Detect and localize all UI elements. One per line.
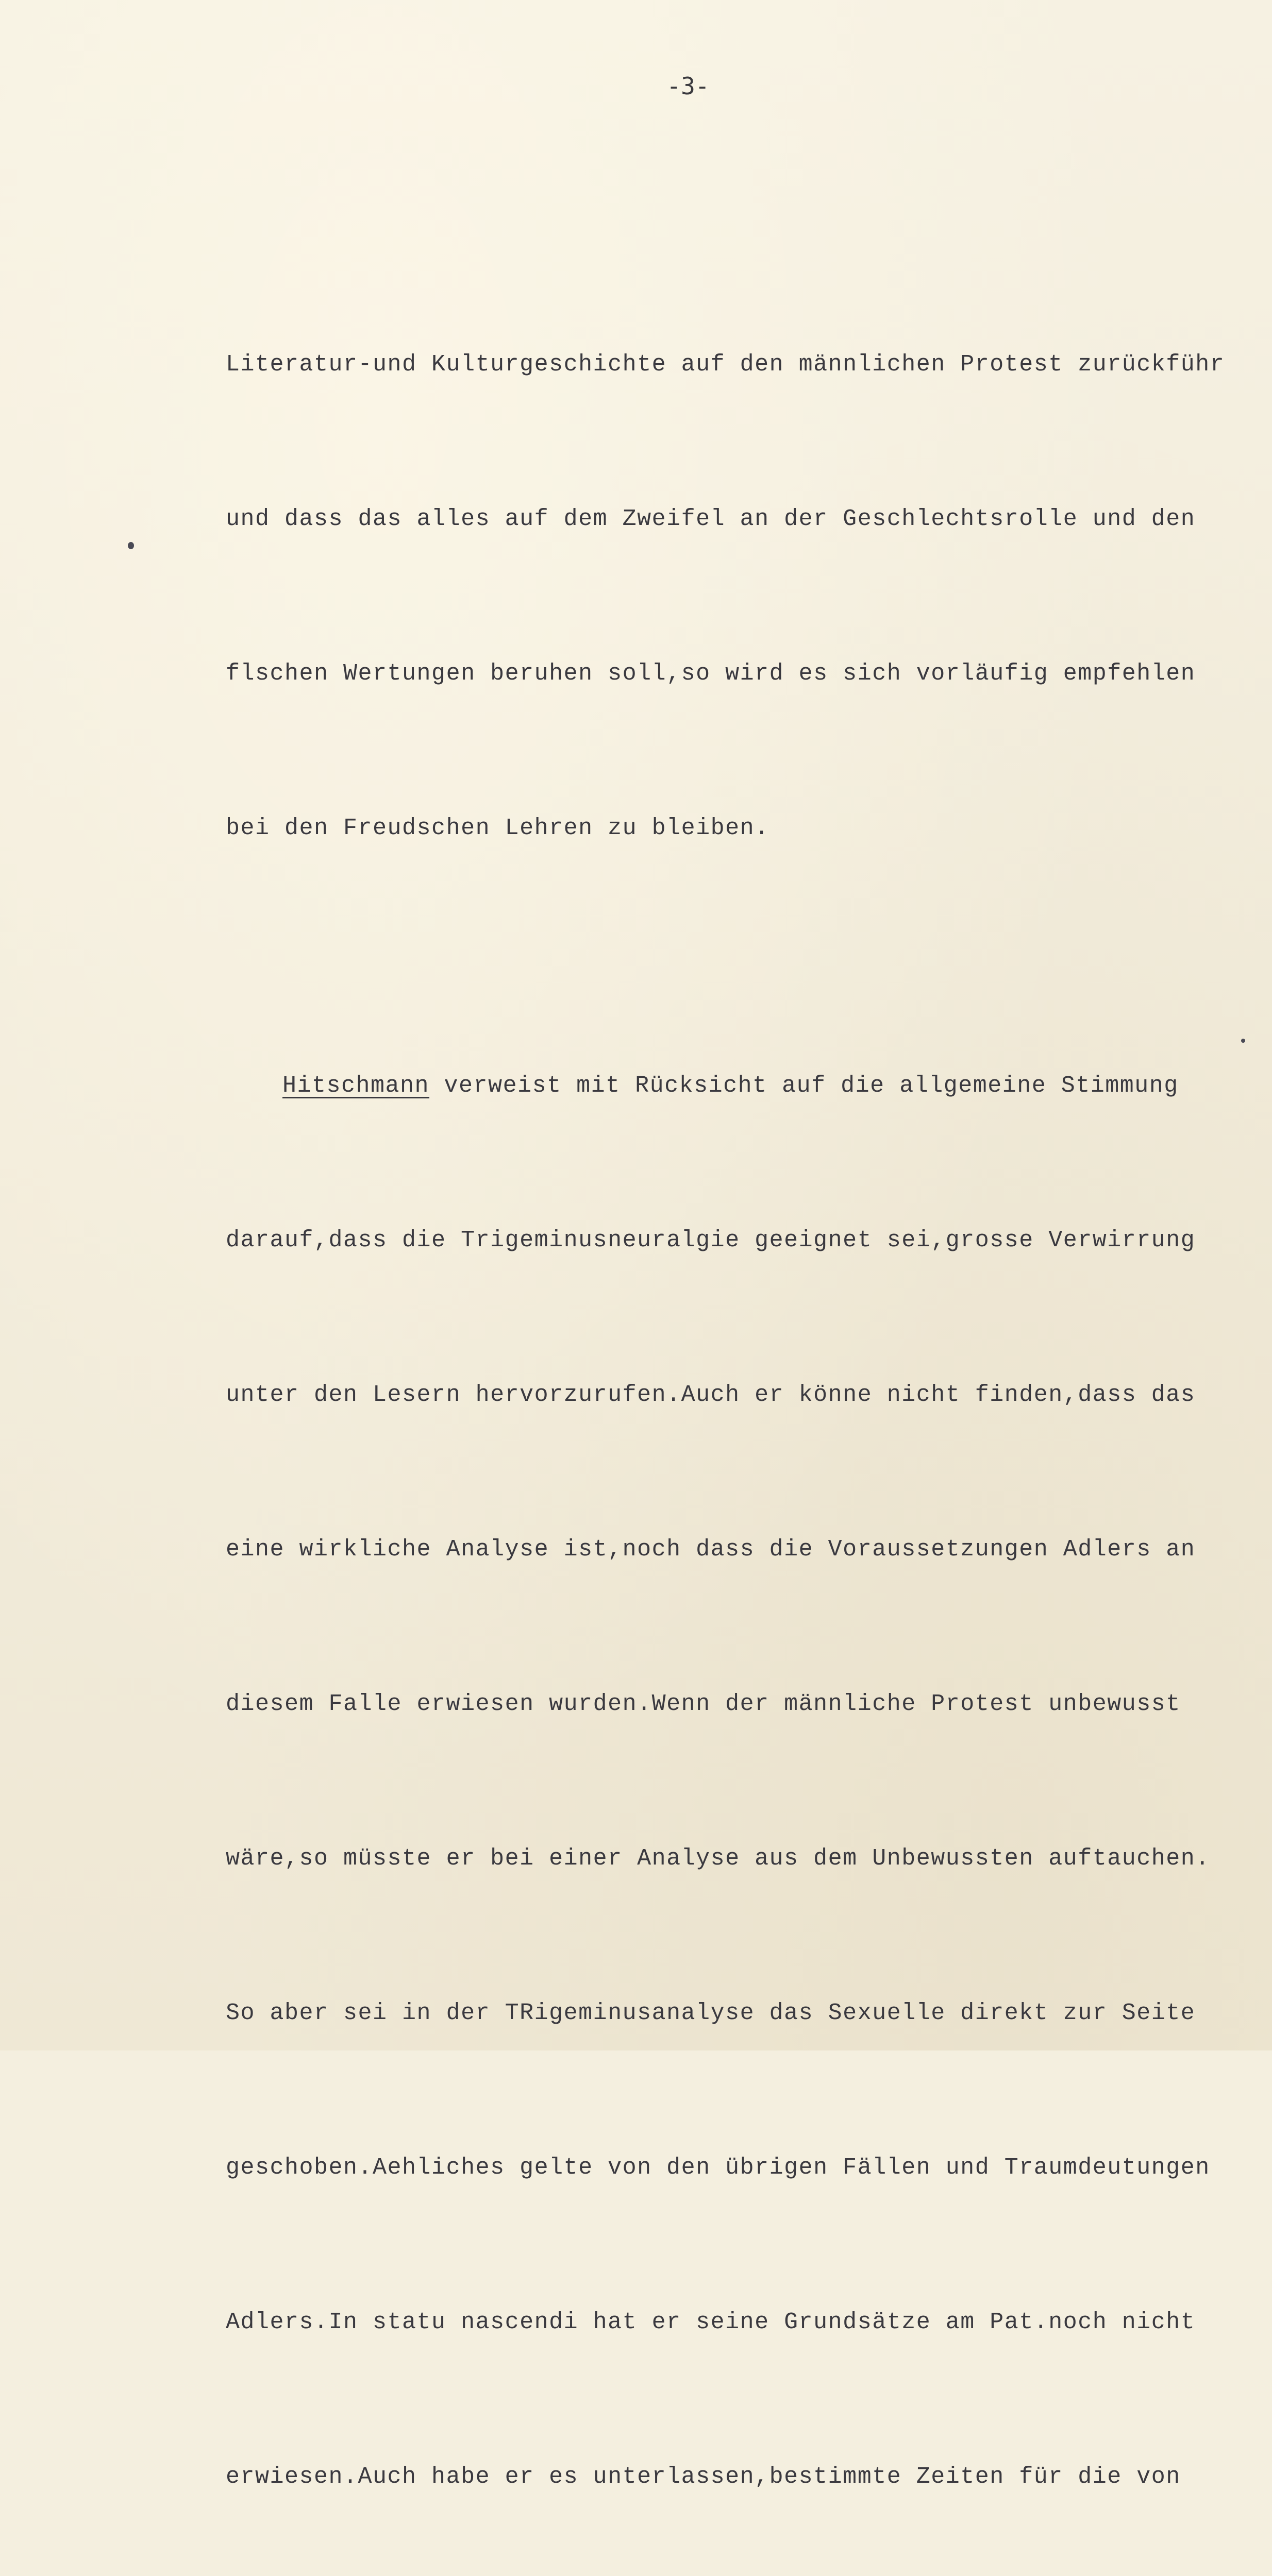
text-line-rest: verweist mit Rücksicht auf die allgemeine Stimmung (429, 1073, 1179, 1099)
body-text (226, 184, 1257, 2576)
text-line: erwiesen.Auch habe er es unterlassen,bestimmte Zeiten für die von (226, 2464, 1181, 2490)
text-line: So aber sei in der TRigeminusanalyse das Sexuelle direkt zur Seite (226, 2000, 1196, 2026)
page-number: -3- (666, 72, 710, 100)
text-line: diesem Falle erwiesen wurden.Wenn der männliche Protest unbewusst (226, 1691, 1181, 1717)
text-line: bei den Freudschen Lehren zu bleiben. (226, 815, 769, 841)
text-line: geschoben.Aehliches gelte von den übrigen Fällen und Traumdeutungen (226, 2155, 1210, 2181)
text-line: Adlers.In statu nascendi hat er seine Grundsätze am Pat.noch nicht (226, 2309, 1196, 2335)
text-line: eine wirkliche Analyse ist,noch dass die Voraussetzungen Adlers an (226, 1536, 1196, 1563)
text-line: wäre,so müsste er bei einer Analyse aus dem Unbewussten auftauchen. (226, 1845, 1210, 1872)
margin-ink-dot (128, 542, 134, 549)
text-line: unter den Lesern hervorzurufen.Auch er könne nicht finden,dass das (226, 1382, 1196, 1408)
paragraph-first-line (226, 1060, 1257, 1112)
text-line: und dass das alles auf dem Zweifel an der Geschlechtsrolle und den (226, 506, 1196, 532)
text-line: Literatur-und Kulturgeschichte auf den männlichen Protest zurückführ (226, 351, 1225, 378)
text-line: flschen Wertungen beruhen soll,so wird es sich vorläufig empfehlen (226, 660, 1196, 687)
speaker-name: Hitschmann (282, 1073, 430, 1099)
text-line: darauf,dass die Trigeminusneuralgie geeignet sei,grosse Verwirrung (226, 1227, 1196, 1253)
